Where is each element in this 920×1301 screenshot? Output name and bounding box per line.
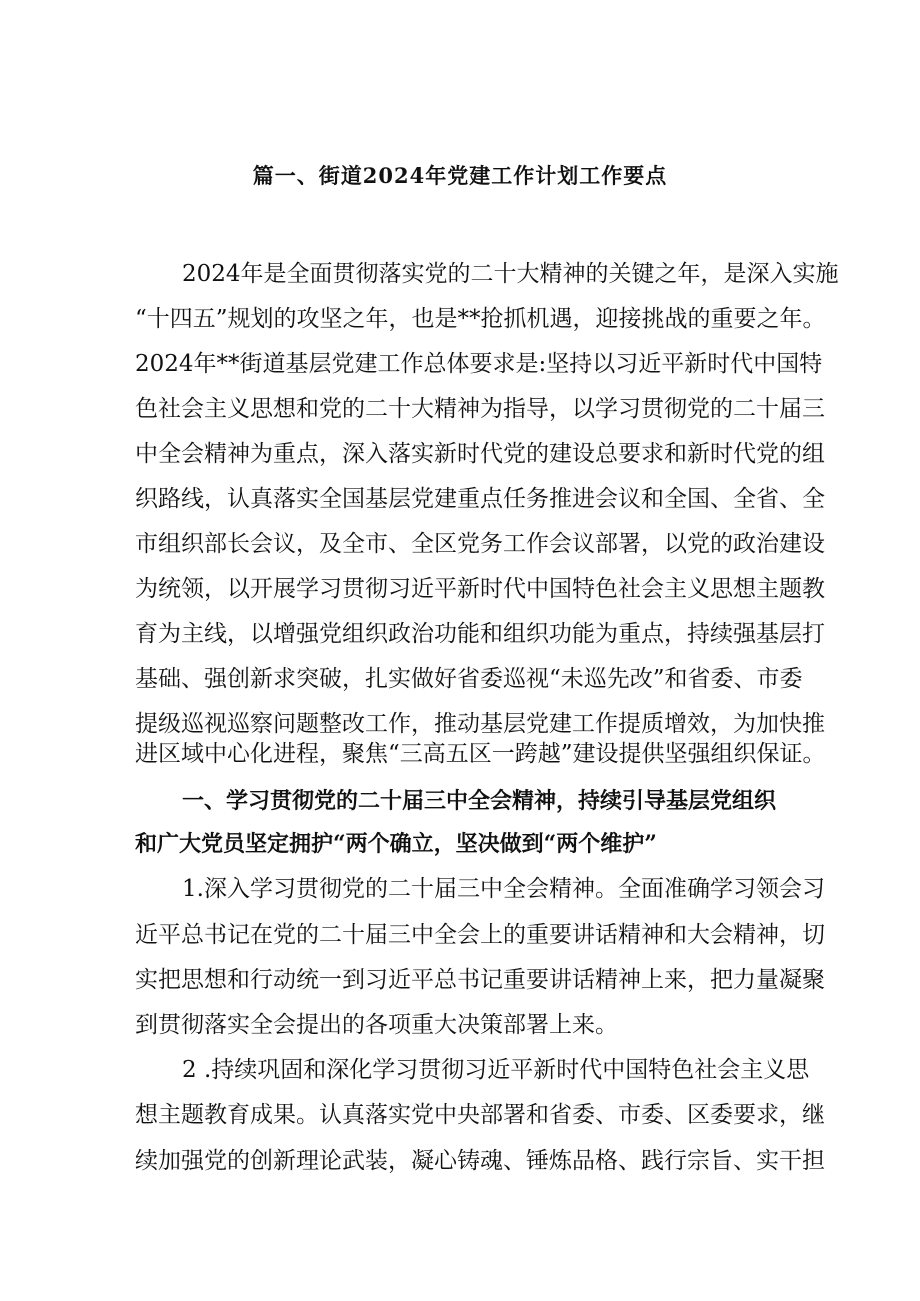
paragraph-line: 进区域中心化进程，聚焦“三高五区一跨越”建设提供坚强组织保证。: [135, 741, 826, 767]
section-heading: 一、学习贯彻党的二十届三中全会精神，持续引导基层党组织: [182, 788, 777, 814]
item-line: 1.深入学习贯彻党的二十届三中全会精神。全面准确学习领会习: [182, 876, 825, 902]
item-line: 近平总书记在党的二十届三中全会上的重要讲话精神和大会精神，切: [135, 922, 825, 948]
document-title: 篇一、街道2024年党建工作计划工作要点: [252, 163, 668, 188]
paragraph-line: 2024年**街道基层党建工作总体要求是:坚持以习近平新时代中国特: [135, 351, 823, 377]
paragraph-line: 为统领，以开展学习贯彻习近平新时代中国特色社会主义思想主题教: [135, 576, 825, 602]
paragraph-line: “十四五”规划的攻坚之年，也是**抢抓机遇，迎接挑战的重要之年。: [135, 306, 826, 332]
paragraph-line: 织路线，认真落实全国基层党建重点任务推进会议和全国、全省、全: [135, 486, 825, 512]
paragraph-line: 2024年是全面贯彻落实党的二十大精神的关键之年，是深入实施: [182, 261, 839, 287]
paragraph-line: 市组织部长会议，及全市、全区党务工作会议部署，以党的政治建设: [135, 531, 825, 557]
item-line: 到贯彻落实全会提出的各项重大决策部署上来。: [135, 1012, 618, 1038]
item-line: 2 .持续巩固和深化学习贯彻习近平新时代中国特色社会主义思: [182, 1057, 810, 1083]
paragraph-line: 色社会主义思想和党的二十大精神为指导，以学习贯彻党的二十届三: [135, 396, 825, 422]
paragraph-line: 中全会精神为重点，深入落实新时代党的建设总要求和新时代党的组: [135, 441, 825, 467]
paragraph-line: 基础、强创新求突破，扎实做好省委巡视“未巡先改”和省委、市委: [135, 666, 803, 692]
item-line: 实把思想和行动统一到习近平总书记重要讲话精神上来，把力量凝聚: [135, 967, 825, 993]
section-heading: 和广大党员坚定拥护“两个确立，坚决做到“两个维护”: [135, 831, 657, 857]
item-line: 想主题教育成果。认真落实党中央部署和省委、市委、区委要求，继: [135, 1102, 825, 1128]
paragraph-line: 育为主线，以增强党组织政治功能和组织功能为重点，持续强基层打: [135, 621, 825, 647]
item-line: 续加强党的创新理论武装，凝心铸魂、锤炼品格、践行宗旨、实干担: [135, 1148, 825, 1174]
paragraph-line: 提级巡视巡察问题整改工作，推动基层党建工作提质增效，为加快推: [135, 711, 825, 737]
